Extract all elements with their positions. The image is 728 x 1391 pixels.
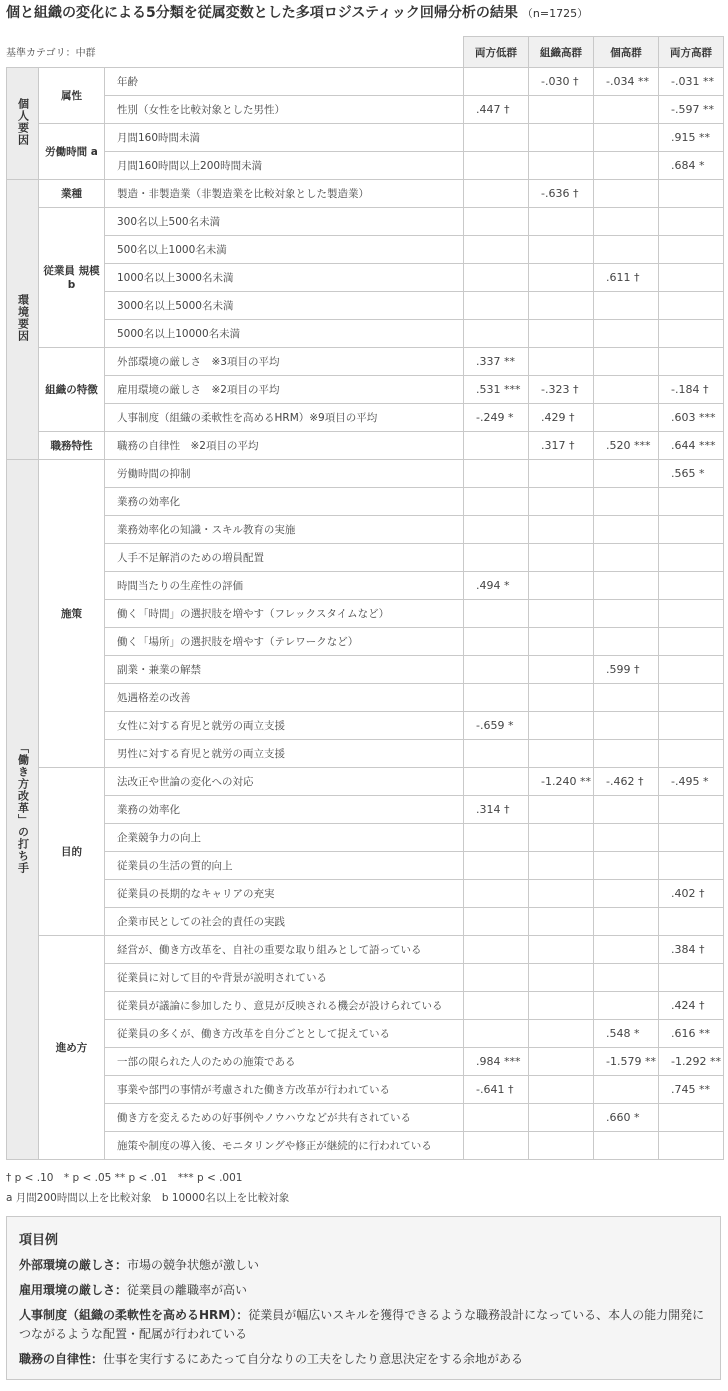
coefficient-cell [464, 320, 529, 348]
table-row [7, 824, 724, 852]
variable-label: 経営が、働き方改革を、自社の重要な取り組みとして語っている [105, 936, 464, 964]
coefficient-cell [659, 1132, 724, 1160]
coefficient-cell [529, 572, 594, 600]
table-row [7, 908, 724, 936]
coefficient-cell [594, 684, 659, 712]
coefficient-cell [529, 628, 594, 656]
coefficient-cell [529, 600, 594, 628]
coefficient-cell [659, 740, 724, 768]
variable-label: 人手不足解消のための増員配置 [105, 544, 464, 572]
table-row [7, 712, 724, 740]
coefficient-cell: -.031 ** [659, 68, 724, 96]
table-row [7, 96, 724, 124]
coefficient-cell [464, 264, 529, 292]
subgroup-label: 業種 [39, 180, 105, 208]
coefficient-cell: -1.579 ** [594, 1048, 659, 1076]
coefficient-cell [594, 740, 659, 768]
coefficient-cell [464, 236, 529, 264]
coefficient-cell: -.636 † [529, 180, 594, 208]
coefficient-cell [659, 236, 724, 264]
example-item [19, 1281, 708, 1300]
variable-label: 3000名以上5000名未満 [105, 292, 464, 320]
variable-label: 製造・非製造業（非製造業を比較対象とした製造業） [105, 180, 464, 208]
coefficient-cell [659, 292, 724, 320]
title-text: 個と組織の変化による5分類を従属変数とした多項ロジスティック回帰分析の結果 [6, 5, 518, 21]
example-item [19, 1350, 708, 1369]
table-row [7, 208, 724, 236]
coefficient-cell [659, 264, 724, 292]
coefficient-cell [659, 1104, 724, 1132]
coefficient-cell [594, 572, 659, 600]
coefficient-cell [659, 712, 724, 740]
table-row [7, 740, 724, 768]
coefficient-cell [529, 880, 594, 908]
coefficient-cell: .429 † [529, 404, 594, 432]
coefficient-cell [529, 740, 594, 768]
coefficient-cell [594, 320, 659, 348]
item-examples-box [6, 1216, 721, 1380]
coefficient-cell: .915 ** [659, 124, 724, 152]
coefficient-cell [594, 348, 659, 376]
coefficient-cell: .660 * [594, 1104, 659, 1132]
coefficient-cell [464, 600, 529, 628]
coefficient-cell [659, 544, 724, 572]
coefficient-cell [659, 824, 724, 852]
table-row [7, 1076, 724, 1104]
coefficient-cell: .384 † [659, 936, 724, 964]
coefficient-cell [659, 600, 724, 628]
coefficient-cell: -.184 † [659, 376, 724, 404]
subgroup-label: 目的 [39, 768, 105, 936]
coefficient-cell: .402 † [659, 880, 724, 908]
coefficient-cell: -1.240 ** [529, 768, 594, 796]
coefficient-cell [529, 488, 594, 516]
example-desc: 仕事を実行するにあたって自分なりの工夫をしたり意思決定をする余地がある [103, 1352, 524, 1366]
coefficient-cell: .337 ** [464, 348, 529, 376]
coefficient-cell [529, 1020, 594, 1048]
coefficient-cell [529, 236, 594, 264]
variable-label: 業務効率化の知識・スキル教育の実施 [105, 516, 464, 544]
table-row [7, 404, 724, 432]
example-desc: 従業員が幅広いスキルを獲得できるような職務設計になっている、本人の能力開発につながるような配置・配属が行われている [19, 1308, 705, 1341]
coefficient-cell [529, 96, 594, 124]
coefficient-cell [464, 964, 529, 992]
examples-title: 項目例 [19, 1233, 59, 1248]
coefficient-cell: -.323 † [529, 376, 594, 404]
table-row [7, 544, 724, 572]
coefficient-cell [529, 152, 594, 180]
coefficient-cell [464, 208, 529, 236]
example-term: 外部環境の厳しさ： [19, 1258, 128, 1272]
coefficient-cell [464, 992, 529, 1020]
coefficient-cell [464, 432, 529, 460]
coefficient-cell [594, 96, 659, 124]
example-term: 人事制度（組織の柔軟性を高めるHRM）： [19, 1308, 249, 1322]
coefficient-cell [464, 460, 529, 488]
coefficient-cell: .616 ** [659, 1020, 724, 1048]
coefficient-cell [594, 712, 659, 740]
coefficient-cell [594, 152, 659, 180]
example-desc: 市場の競争状態が激しい [127, 1258, 260, 1272]
variable-label: 年齢 [105, 68, 464, 96]
coefficient-cell [659, 348, 724, 376]
column-header: 両方高群 [659, 37, 724, 68]
coefficient-cell: .531 *** [464, 376, 529, 404]
coefficient-cell [464, 656, 529, 684]
coefficient-cell [594, 600, 659, 628]
coefficient-cell [594, 880, 659, 908]
table-row [7, 964, 724, 992]
subgroup-label: 属性 [39, 68, 105, 124]
coefficient-cell [464, 852, 529, 880]
coefficient-cell [594, 544, 659, 572]
subgroup-label: 施策 [39, 460, 105, 768]
coefficient-cell: -.249 * [464, 404, 529, 432]
variable-label: 雇用環境の厳しさ ※2項目の平均 [105, 376, 464, 404]
variable-label: 従業員の生活の質的向上 [105, 852, 464, 880]
coefficient-cell [464, 684, 529, 712]
page-title [6, 2, 722, 24]
variable-label: 女性に対する育児と就労の両立支援 [105, 712, 464, 740]
coefficient-cell [464, 544, 529, 572]
coefficient-cell [529, 1104, 594, 1132]
variable-label: 働く「場所」の選択肢を増やす（テレワークなど） [105, 628, 464, 656]
group-label: 環境要因 [16, 294, 30, 342]
table-row [7, 348, 724, 376]
coefficient-cell [594, 292, 659, 320]
coefficient-cell [659, 572, 724, 600]
coefficient-cell [594, 936, 659, 964]
group-cell [7, 460, 39, 1160]
coefficient-cell [464, 1020, 529, 1048]
coefficient-cell: -.659 * [464, 712, 529, 740]
significance-note: † p < .10 * p < .05 ** p < .01 *** p < .001 [6, 1172, 243, 1184]
coefficient-cell [464, 824, 529, 852]
coefficient-cell [529, 208, 594, 236]
subgroup-label: 組織の特徴 [39, 348, 105, 432]
coefficient-cell [464, 516, 529, 544]
coefficient-cell [529, 1076, 594, 1104]
coefficient-cell [529, 936, 594, 964]
table-row [7, 320, 724, 348]
subgroup-label: 労働時間 a [39, 124, 105, 180]
table-row [7, 936, 724, 964]
table-row [7, 768, 724, 796]
coefficient-cell: -.641 † [464, 1076, 529, 1104]
coefficient-cell [594, 852, 659, 880]
table-row [7, 68, 724, 96]
variable-label: 500名以上1000名未満 [105, 236, 464, 264]
coefficient-cell: .548 * [594, 1020, 659, 1048]
table-row [7, 1048, 724, 1076]
coefficient-cell [594, 376, 659, 404]
coefficient-cell [529, 796, 594, 824]
coefficient-cell [594, 516, 659, 544]
variable-label: 副業・兼業の解禁 [105, 656, 464, 684]
table-row [7, 376, 724, 404]
coefficient-cell [659, 796, 724, 824]
coefficient-cell [464, 68, 529, 96]
coefficient-cell [594, 488, 659, 516]
coefficient-cell: -1.292 ** [659, 1048, 724, 1076]
variable-label: 働く「時間」の選択肢を増やす（フレックスタイムなど） [105, 600, 464, 628]
coefficient-cell [594, 208, 659, 236]
coefficient-cell [659, 684, 724, 712]
coefficient-cell [659, 908, 724, 936]
variable-label: 職務の自律性 ※2項目の平均 [105, 432, 464, 460]
variable-label: 外部環境の厳しさ ※3項目の平均 [105, 348, 464, 376]
group-label: 個人要因 [16, 98, 30, 146]
coefficient-cell [464, 1104, 529, 1132]
coefficient-cell: .603 *** [659, 404, 724, 432]
table-row [7, 236, 724, 264]
coefficient-cell [529, 516, 594, 544]
subgroup-label: 職務特性 [39, 432, 105, 460]
coefficient-cell [529, 1132, 594, 1160]
coefficient-cell [529, 292, 594, 320]
coefficient-cell: .984 *** [464, 1048, 529, 1076]
coefficient-cell: .317 † [529, 432, 594, 460]
example-desc: 従業員の離職率が高い [127, 1283, 248, 1297]
variable-label: 300名以上500名未満 [105, 208, 464, 236]
column-header: 個高群 [594, 37, 659, 68]
coefficient-cell [529, 712, 594, 740]
coefficient-cell [529, 124, 594, 152]
coefficient-cell: .611 † [594, 264, 659, 292]
reference-note: a 月間200時間以上を比較対象 b 10000名以上を比較対象 [6, 1192, 290, 1204]
variable-label: 業務の効率化 [105, 796, 464, 824]
table-row [7, 656, 724, 684]
example-term: 職務の自律性： [19, 1352, 104, 1366]
example-term: 雇用環境の厳しさ： [19, 1283, 128, 1297]
variable-label: 月間160時間未満 [105, 124, 464, 152]
group-cell [7, 180, 39, 460]
column-header: 組織高群 [529, 37, 594, 68]
variable-label: 一部の限られた人のための施策である [105, 1048, 464, 1076]
variable-label: 事業や部門の事情が考慮された働き方改革が行われている [105, 1076, 464, 1104]
coefficient-cell [464, 124, 529, 152]
variable-label: 従業員の多くが、働き方改革を自分ごととして捉えている [105, 1020, 464, 1048]
table-notes [6, 1168, 289, 1208]
coefficient-cell [659, 656, 724, 684]
table-row [7, 796, 724, 824]
table-row [7, 292, 724, 320]
coefficient-cell [594, 908, 659, 936]
coefficient-cell [464, 292, 529, 320]
coefficient-cell [659, 628, 724, 656]
group-cell [7, 68, 39, 180]
coefficient-cell [529, 908, 594, 936]
coefficient-cell [659, 180, 724, 208]
variable-label: 時間当たりの生産性の評価 [105, 572, 464, 600]
coefficient-cell [464, 740, 529, 768]
coefficient-cell [594, 1076, 659, 1104]
coefficient-cell [594, 824, 659, 852]
coefficient-cell [594, 1132, 659, 1160]
column-header: 両方低群 [464, 37, 529, 68]
coefficient-cell [464, 880, 529, 908]
table-row [7, 600, 724, 628]
coefficient-cell [529, 544, 594, 572]
coefficient-cell [594, 964, 659, 992]
coefficient-cell: .745 ** [659, 1076, 724, 1104]
coefficient-cell [529, 964, 594, 992]
coefficient-cell: -.462 † [594, 768, 659, 796]
coefficient-cell [529, 824, 594, 852]
variable-label: 処遇格差の改善 [105, 684, 464, 712]
table-row [7, 992, 724, 1020]
coefficient-cell [594, 404, 659, 432]
coefficient-cell: .314 † [464, 796, 529, 824]
coefficient-cell [464, 1132, 529, 1160]
variable-label: 1000名以上3000名未満 [105, 264, 464, 292]
coefficient-cell [529, 320, 594, 348]
coefficient-cell [529, 1048, 594, 1076]
example-item [19, 1256, 708, 1275]
variable-label: 男性に対する育児と就労の両立支援 [105, 740, 464, 768]
coefficient-cell: .424 † [659, 992, 724, 1020]
coefficient-cell [529, 460, 594, 488]
variable-label: 企業競争力の向上 [105, 824, 464, 852]
base-category: 基準カテゴリ：中群 [6, 48, 96, 59]
coefficient-cell: -.034 ** [594, 68, 659, 96]
variable-label: 5000名以上10000名未満 [105, 320, 464, 348]
variable-label: 従業員の長期的なキャリアの充実 [105, 880, 464, 908]
coefficient-cell: .599 † [594, 656, 659, 684]
coefficient-cell [529, 992, 594, 1020]
coefficient-cell [659, 964, 724, 992]
table-row [7, 124, 724, 152]
coefficient-cell: .447 † [464, 96, 529, 124]
variable-label: 施策や制度の導入後、モニタリングや修正が継続的に行われている [105, 1132, 464, 1160]
coefficient-cell [529, 348, 594, 376]
table-row [7, 264, 724, 292]
coefficient-cell [659, 852, 724, 880]
coefficient-cell [464, 908, 529, 936]
coefficient-cell [659, 488, 724, 516]
variable-label: 人事制度（組織の柔軟性を高めるHRM）※9項目の平均 [105, 404, 464, 432]
table-row [7, 488, 724, 516]
coefficient-cell [464, 768, 529, 796]
coefficient-cell [659, 516, 724, 544]
table-row [7, 180, 724, 208]
coefficient-cell: -.495 * [659, 768, 724, 796]
table-row [7, 460, 724, 488]
coefficient-cell [529, 684, 594, 712]
coefficient-cell: -.030 † [529, 68, 594, 96]
coefficient-cell: .565 * [659, 460, 724, 488]
results-table [6, 36, 724, 1160]
variable-label: 働き方を変えるための好事例やノウハウなどが共有されている [105, 1104, 464, 1132]
table-row [7, 852, 724, 880]
table-row [7, 628, 724, 656]
coefficient-cell [464, 152, 529, 180]
table-row [7, 1104, 724, 1132]
variable-label: 法改正や世論の変化への対応 [105, 768, 464, 796]
variable-label: 企業市民としての社会的責任の実践 [105, 908, 464, 936]
header-row [7, 37, 724, 68]
table-row [7, 880, 724, 908]
coefficient-cell: .494 * [464, 572, 529, 600]
table-row [7, 1132, 724, 1160]
example-item [19, 1306, 708, 1344]
table-row [7, 516, 724, 544]
coefficient-cell [594, 460, 659, 488]
coefficient-cell [594, 236, 659, 264]
coefficient-cell [464, 936, 529, 964]
variable-label: 性別（女性を比較対象とした男性） [105, 96, 464, 124]
table-row [7, 572, 724, 600]
coefficient-cell [529, 656, 594, 684]
coefficient-cell: .684 * [659, 152, 724, 180]
variable-label: 従業員が議論に参加したり、意見が反映される機会が設けられている [105, 992, 464, 1020]
coefficient-cell: .644 *** [659, 432, 724, 460]
coefficient-cell [594, 124, 659, 152]
table-row [7, 432, 724, 460]
subgroup-label: 従業員 規模 b [39, 208, 105, 348]
coefficient-cell [464, 628, 529, 656]
coefficient-cell [594, 180, 659, 208]
variable-label: 業務の効率化 [105, 488, 464, 516]
table-row [7, 152, 724, 180]
coefficient-cell [594, 992, 659, 1020]
coefficient-cell [659, 320, 724, 348]
variable-label: 労働時間の抑制 [105, 460, 464, 488]
variable-label: 従業員に対して目的や背景が説明されている [105, 964, 464, 992]
coefficient-cell [464, 180, 529, 208]
coefficient-cell [529, 264, 594, 292]
sample-size: （n=1725） [521, 7, 589, 20]
coefficient-cell [529, 852, 594, 880]
coefficient-cell [594, 796, 659, 824]
table-row [7, 684, 724, 712]
coefficient-cell [659, 208, 724, 236]
coefficient-cell: .520 *** [594, 432, 659, 460]
subgroup-label: 進め方 [39, 936, 105, 1160]
coefficient-cell: -.597 ** [659, 96, 724, 124]
group-label: 「働き方改革」の打ち手 [16, 742, 30, 874]
coefficient-cell [594, 628, 659, 656]
variable-label: 月間160時間以上200時間未満 [105, 152, 464, 180]
table-row [7, 1020, 724, 1048]
coefficient-cell [464, 488, 529, 516]
